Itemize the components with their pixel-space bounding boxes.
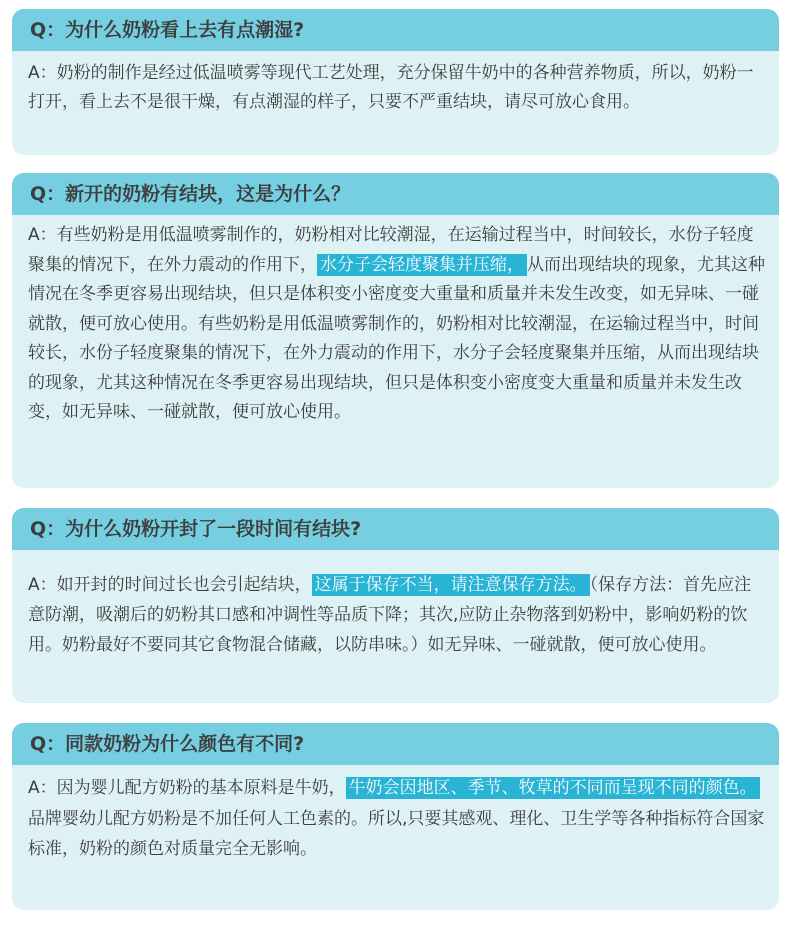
faq-card-lumps-opened bbox=[12, 508, 779, 703]
faq-answer-text: A：有些奶粉是用低温喷雾制作的，奶粉相对比较潮湿，在运输过程当中，时间较长，水份子轻度聚集的情况下，在外力震动的作用下， bbox=[28, 225, 754, 275]
faq-answer-text: （保存方法：首先应注意防潮，吸潮后的奶粉其口感和冲调性等品质下降；其次,应防止杂物落到奶粉中，影响奶粉的饮用。奶粉最好不要同其它食物混合储藏，以防串味。）如无异味、一碰就散，便可放心使用。 bbox=[28, 575, 752, 655]
faq-card-color bbox=[12, 723, 779, 910]
faq-answer-highlight: 这属于保存不当，请注意保存方法。 bbox=[312, 574, 590, 596]
faq-answer-highlight: 牛奶会因地区、季节、牧草的不同而呈现不同的颜色。 bbox=[346, 777, 760, 799]
faq-answer bbox=[12, 765, 779, 865]
faq-answer-highlight: 水分子会轻度聚集并压缩， bbox=[317, 254, 527, 276]
faq-answer bbox=[12, 215, 779, 428]
faq-card-lumps-new bbox=[12, 173, 779, 488]
faq-card-moist bbox=[12, 9, 779, 155]
faq-question: Q：为什么奶粉看上去有点潮湿? bbox=[12, 9, 779, 51]
faq-question: Q：新开的奶粉有结块，这是为什么？ bbox=[12, 173, 779, 215]
faq-answer bbox=[12, 550, 779, 660]
faq-answer-text: 品牌婴幼儿配方奶粉是不加任何人工色素的。所以,只要其感观、理化、卫生学等各种指标符合国家标准，奶粉的颜色对质量完全无影响。 bbox=[28, 808, 765, 859]
faq-question: Q：为什么奶粉开封了一段时间有结块? bbox=[12, 508, 779, 550]
faq-answer-text: 从而出现结块的现象，尤其这种情况在冬季更容易出现结块，但只是体积变小密度变大重量和质量并未发生改变，如无异味、一碰就散，便可放心使用。有些奶粉是用低温喷雾制作的，奶粉相对比较潮湿，在运输过程当中，时间较长，水份子轻度聚集的情况下，在外力震动的作用下，水分子会轻度聚集并压缩，从而出现结块的现象，尤其这种情况在冬季更容易出现结块，但只是体积变小密度变大重量和质量并未发生改变，如无异味、一碰就散，便可放心使用。 bbox=[28, 254, 765, 422]
faq-answer-text: A：如开封的时间过长也会引起结块， bbox=[28, 575, 312, 595]
faq-question: Q：同款奶粉为什么颜色有不同? bbox=[12, 723, 779, 765]
faq-answer-text: A：因为婴儿配方奶粉的基本原料是牛奶， bbox=[28, 778, 346, 798]
faq-answer-text: A：奶粉的制作是经过低温喷雾等现代工艺处理，充分保留牛奶中的各种营养物质，所以，奶粉一打开，看上去不是很干燥，有点潮湿的样子，只要不严重结块，请尽可放心食用。 bbox=[28, 63, 754, 112]
faq-answer bbox=[12, 51, 779, 117]
